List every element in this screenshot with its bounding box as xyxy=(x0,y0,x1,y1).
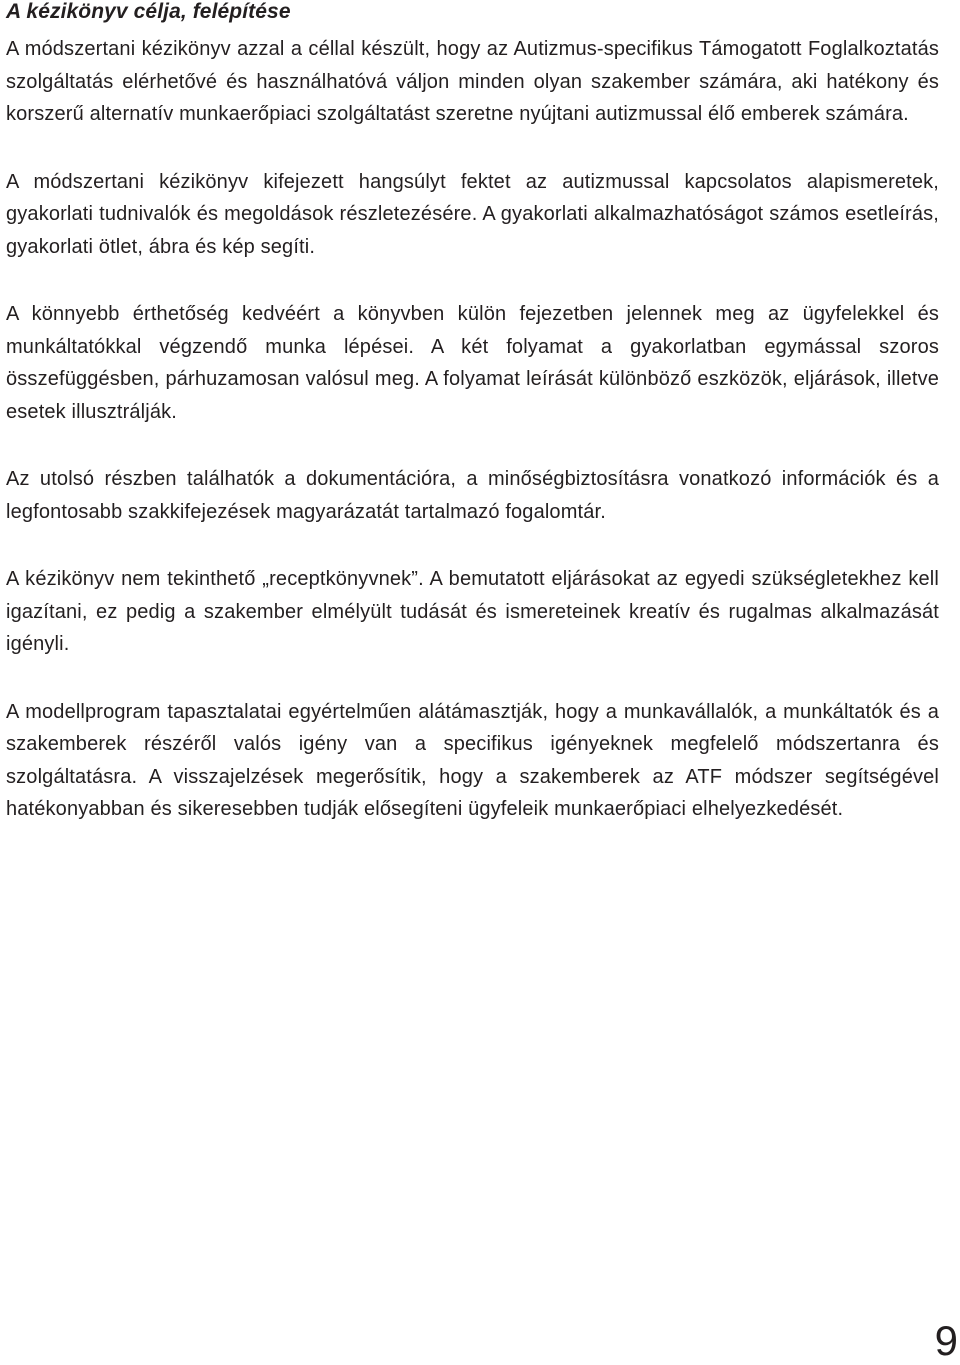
paragraph-model-program: A modellprogram tapasztalatai egyértelműen alátámasztják, hogy a munkavállalók, a munkáltatók és a szakemberek részéről valós igény van a specifikus igényeknek megfelelő módszertanra és szolgáltatásra. A visszajelzések megerősítik, hogy a szakemberek az ATF módszer segítségével hatékonyabban és sikeresebben tudják elősegíteni ügyfeleik munkaerőpiaci elhelyezkedését. xyxy=(6,700,939,820)
paragraph-appendix: Az utolsó részben találhatók a dokumentációra, a minőségbiztosításra vonatkozó információk és a legfontosabb szakkifejezések magyarázatát tartalmazó fogalomtár. xyxy=(6,468,939,523)
body-text xyxy=(6,33,939,861)
page-number: 9 xyxy=(934,1317,958,1364)
section-title: A kézikönyv célja, felépítése xyxy=(6,0,291,23)
paragraph-purpose: A módszertani kézikönyv azzal a céllal készült, hogy az Autizmus-specifikus Támogatott Foglalkoztatás szolgáltatás elérhetővé és használhatóvá váljon minden olyan szakember számára, aki hatékony és korszerű alternatív munkaerőpiaci szolgáltatást szeretne nyújtani autizmussal élő emberek számára. xyxy=(6,38,939,125)
paragraph-structure: A könnyebb érthetőség kedvéért a könyvben külön fejezetben jelennek meg az ügyfelekkel és munkáltatókkal végzendő munka lépései. A két folyamat a gyakorlatban egymással szoros összefüggésben, párhuzamosan valósul meg. A folyamat leírását különböző eszközök, eljárások, illetve esetek illusztrálják. xyxy=(6,303,939,423)
paragraph-emphasis: A módszertani kézikönyv kifejezett hangsúlyt fektet az autizmussal kapcsolatos alapismeretek, gyakorlati tudnivalók és megoldások részletezésére. A gyakorlati alkalmazhatóságot számos esetleírás, gyakorlati ötlet, ábra és kép segíti. xyxy=(6,170,939,258)
paragraph-not-recipe: A kézikönyv nem tekinthető „receptkönyvnek”. A bemutatott eljárásokat az egyedi szükségletekhez kell igazítani, ez pedig a szakember elmélyült tudását és ismereteinek kreatív és rugalmas alkalmazását igényli. xyxy=(6,568,939,655)
